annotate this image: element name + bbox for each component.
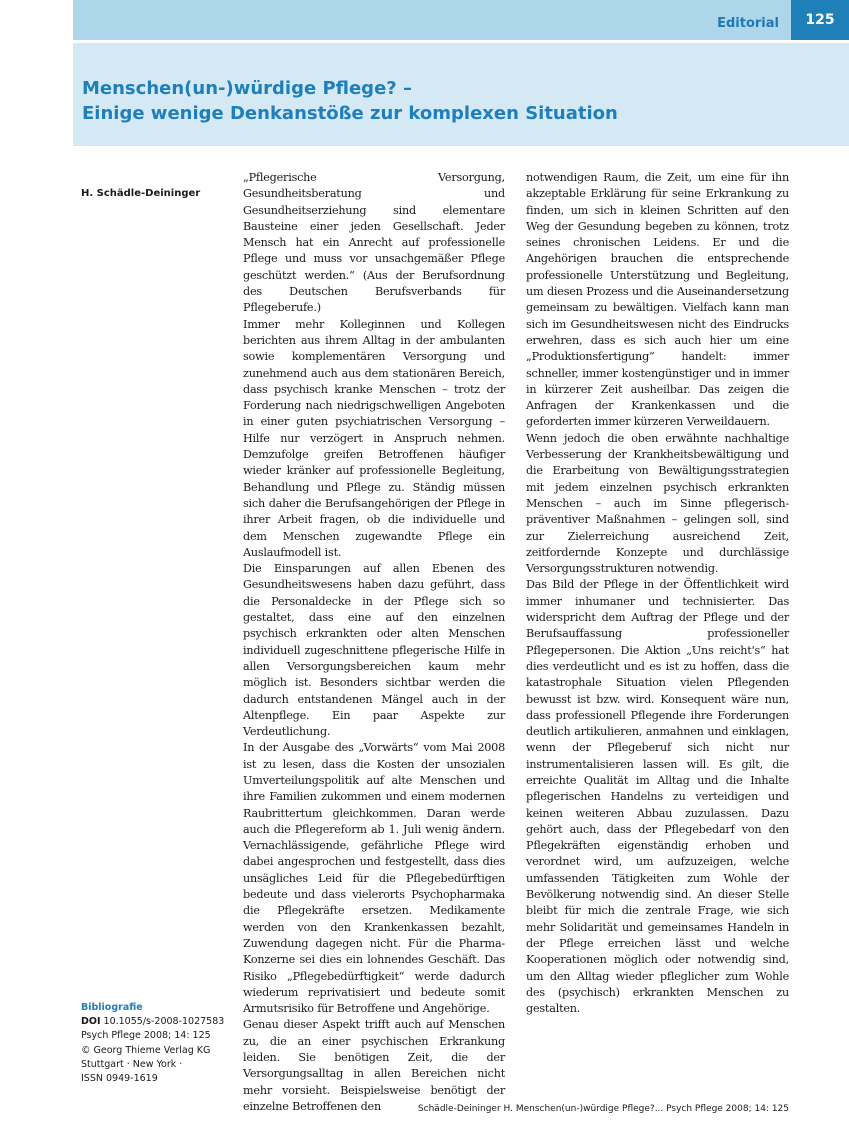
paragraph: Die Einsparungen auf allen Ebenen des Gesundheitswesens haben dazu geführt, dass die Personaldecke in der Pflege sich so gestaltet, dass eine auf den einzelnen psychisch erkrankten oder alten Menschen individuell zugeschnittene pflegerische Hilfe in allen Versorgungsbereichen kaum mehr möglich ist. Besonders sichtbar werden die dadurch entstandenen Mängel auch in der Altenpflege. Ein paar Aspekte zur Verdeutlichung. [243,562,505,739]
page-number: 125 [791,0,849,40]
article-title [82,76,782,126]
bibliography-heading: Bibliografie [81,1002,143,1013]
doi-label: DOI [81,1016,101,1028]
paragraph: notwendigen Raum, die Zeit, um eine für ihn akzeptable Erklärung für seine Erkrankung zu finden, um sich in kleinen Schritten auf den Weg der Gesundung begeben zu können, trotz seines chronischen Leidens. Er und die Angehörigen brauchen die entsprechende professionelle Unterstützung und Begleitung, um diesen Prozess und die Auseinandersetzung gemeinsam zu bewältigen. Vielfach kann man sich im Gesundheitswesen nicht des Eindrucks erwehren, dass es sich auch hier um eine „Produktionsfertigung“ handelt: immer schneller, immer kostengünstiger und in immer in kürzerer Zeit ausheilbar. Das zeigen die Anfragen der Krankenkassen und die geforderten immer kürzeren Verweildauern. [526,171,789,429]
text-column-1 [243,170,505,1115]
doi-line [81,1015,224,1029]
paragraph: In der Ausgabe des „Vorwärts“ vom Mai 2008 ist zu lesen, dass die Kosten der unsozialen Umverteilungspolitik auf alte Menschen und ihre Familien zukommen und einem modernen Raubrittertum gleichkommen. Daran werde auch die Pflegereform ab 1. Juli wenig ändern. Vernachlässigende, gefährliche Pflege wird dabei angesprochen und festgestellt, dass dies unsägliches Leid für die Pflegebedürftigen bedeute und dass vielerorts Psychopharmaka die Pflegekräfte ersetzen. Medikamente werden von den Krankenkassen bezahlt, Zuwendung dagegen nicht. Für die Pharma-Konzerne sei dies ein lohnendes Geschäft. Das Risiko „Pflegebedürftigkeit“ werde dadurch wiederum reprivatisiert und bedeute somit Armutsrisiko für Betroffene und Angehörige. [243,741,505,1016]
issn-line: ISSN 0949-1619 [81,1073,158,1085]
paragraph: „Pflegerische Versorgung, Gesundheitsberatung und Gesundheitserziehung sind elementare Bausteine einer jeden Gesellschaft. Jeder Mensch hat ein Anrecht auf professionelle Pflege und muss vor unsachgemäßer Pflege geschützt werden.“ (Aus der Berufsordnung des Deutschen Berufsverbands für Pflegeberufe.) [243,171,505,315]
section-label: Editorial [717,16,779,31]
author-name: H. Schädle-Deininger [81,188,201,199]
title-line-2: Einige wenige Denkanstöße zur komplexen Situation [82,103,618,124]
copyright-line: © Georg Thieme Verlag KG [81,1044,211,1056]
paragraph: Wenn jedoch die oben erwähnte nachhaltige Verbesserung der Krankheitsbewältigung und die Erarbeitung von Bewältigungsstrategien mit jedem einzelnen psychisch erkrankten Menschen – auch im Sinne pflegerisch-präventiver Maßnahmen – gelingen soll, sind zur Zielerreichung ausreichend Zeit, zeitfordernde Konzepte und durchlässige Versorgungsstrukturen notwendig. [526,431,789,576]
paragraph: Immer mehr Kolleginnen und Kollegen berichten aus ihrem Alltag in der ambulanten sowie komplementären Versorgung und zunehmend auch aus dem stationären Bereich, dass psychisch kranke Menschen – trotz der Forderung nach niedrigschwelligen Angeboten in einer guten psychiatrischen Versorgung – Hilfe nur verzögert in Anspruch nehmen. Demzufolge greifen Betroffenen häufiger wieder kränker auf professionelle Begleitung, Behandlung und Pflege zu. Ständig müssen sich daher die Berufsangehörigen der Pflege in ihrer Arbeit fragen, ob die individuelle und dem Menschen zugewandte Pflege ein Auslaufmodell ist. [243,317,505,559]
paragraph: Das Bild der Pflege in der Öffentlichkeit wird immer inhumaner und technisierter. Das widerspricht dem Auftrag der Pflege und der Berufsauffassung professioneller Pflegepersonen. Die Aktion „Uns reicht's“ hat dies verdeutlicht und es ist zu hoffen, dass die katastrophale Situation vielen Pflegenden bewusst ist bzw. wird. Konsequent wäre nun, dass professionell Pflegende ihre Forderungen deutlich artikulieren, anmahnen und einklagen, wenn der Pflegeberuf sich nicht nur instrumentalisieren lassen will. Es gilt, die erreichte Qualität im Alltag und die Inhalte pflegerischen Handelns zu verteidigen und keinen weiteren Abbau zuzulassen. Dazu gehört auch, dass der Pflegebedarf von den Pflegekräften eigenständig erhoben und verordnet wird, um aufzuzeigen, welche umfassenden Tätigkeiten zum Wohle der Bevölkerung notwendig sind. An dieser Stelle bleibt für mich die zentrale Frage, wie sich mehr Solidarität und gemeinsames Handeln in der Pflege erreichen lässt und welche Kooperationen möglich oder notwendig sind, um den Alltag wieder pfleglicher zum Wohle des (psychisch) erkrankten Menschen zu gestalten. [526,578,789,1016]
publisher-location: Stuttgart · New York · [81,1058,183,1070]
paragraph: Genau dieser Aspekt trifft auch auf Menschen zu, die an einer psychischen Erkrankung leiden. Sie benötigen Zeit, die der Versorgungsalltag in allen Bereichen nicht mehr vorsieht. Beispielsweise benötigt der einzelne Betroffenen den [243,1018,505,1113]
page-footer: Schädle-Deininger H. Menschen(un-)würdige Pflege?... Psych Pflege 2008; 14: 125 [417,1104,789,1114]
journal-citation: Psych Pflege 2008; 14: 125 [81,1030,211,1042]
doi-value[interactable]: 10.1055/s-2008-1027583 [103,1016,225,1028]
text-column-2 [526,170,789,1017]
title-line-1: Menschen(un-)würdige Pflege? – [82,78,412,99]
bibliography-box [81,1001,224,1086]
